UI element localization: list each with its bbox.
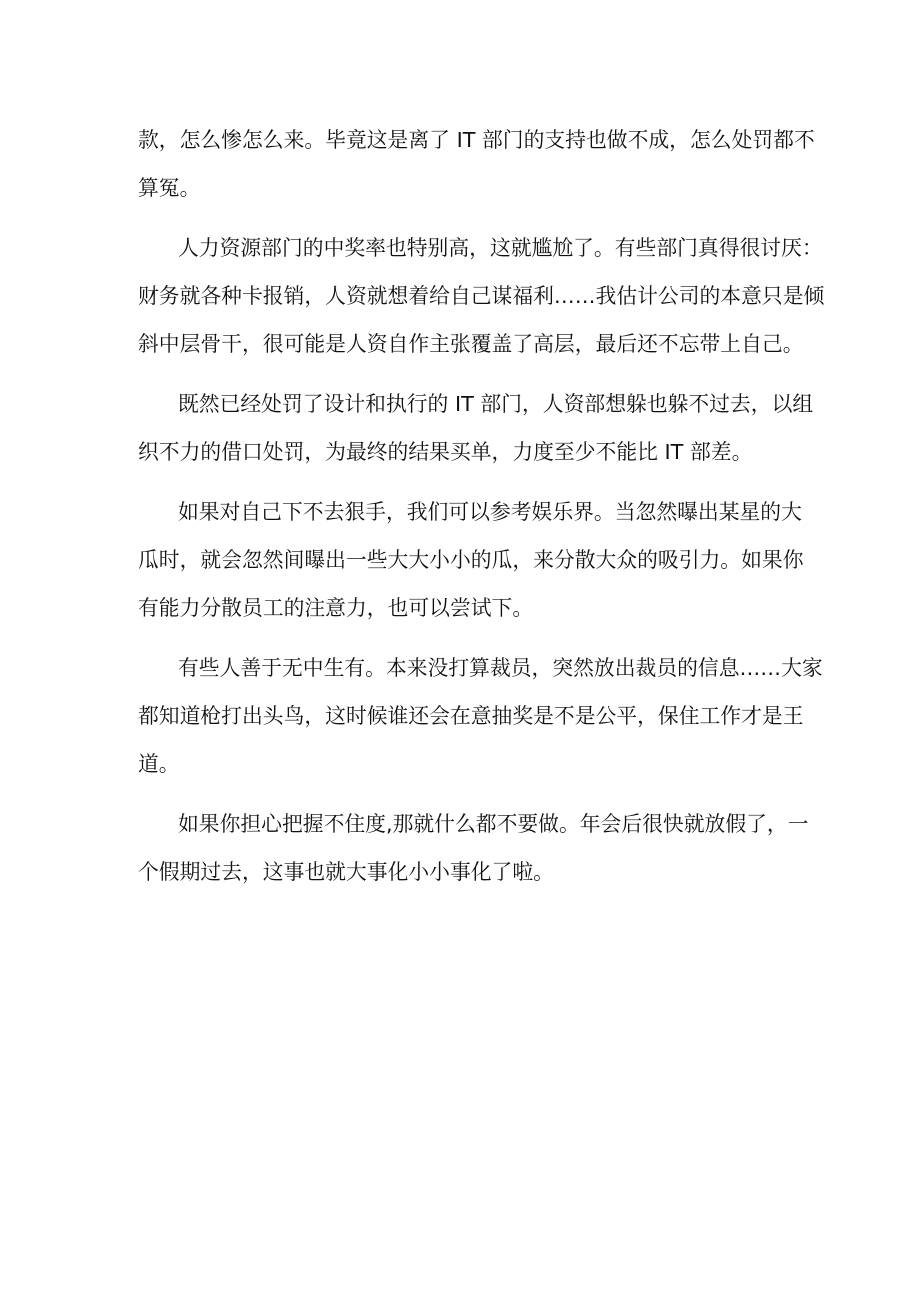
document-body (138, 116, 825, 908)
paragraph-2-line-2: 财务就各种卡报销，人资就想着给自己谋福利……我估计公司的本意只是倾 (138, 284, 825, 308)
paragraph-3-line-1: 既然已经处罚了设计和执行的 IT 部门，人资部想躲也躲不过去，以组 (178, 392, 814, 416)
paragraph-2-line-3: 斜中层骨干，很可能是人资自作主张覆盖了高层，最后还不忘带上自己。 (138, 332, 804, 356)
paragraph-5-line-2: 都知道枪打出头鸟，这时候谁还会在意抽奖是不是公平，保住工作才是王 (138, 704, 804, 728)
paragraph-6-line-1: 如果你担心把握不住度,那就什么都不要做。年会后很快就放假了，一 (178, 812, 809, 836)
paragraph-1-line-1: 款，怎么惨怎么来。毕竟这是离了 IT 部门的支持也做不成，怎么处罚都不 (138, 128, 815, 152)
paragraph-1 (138, 116, 815, 212)
paragraph-2 (138, 224, 825, 368)
paragraph-2-line-1: 人力资源部门的中奖率也特别高，这就尴尬了。有些部门真得很讨厌： (178, 236, 823, 260)
paragraph-3 (138, 380, 814, 476)
paragraph-6-line-2: 个假期过去，这事也就大事化小小事化了啦。 (138, 860, 554, 884)
paragraph-4-line-2: 瓜时，就会忽然间曝出一些大大小小的瓜，来分散大众的吸引力。如果你 (138, 548, 804, 572)
paragraph-1-line-2: 算冤。 (138, 176, 201, 200)
paragraph-6 (138, 800, 809, 896)
paragraph-5-line-3: 道。 (138, 752, 180, 776)
paragraph-4-line-1: 如果对自己下不去狠手，我们可以参考娱乐界。当忽然曝出某星的大 (178, 500, 802, 524)
paragraph-5-line-1: 有些人善于无中生有。本来没打算裁员，突然放出裁员的信息……大家 (178, 656, 823, 680)
paragraph-3-line-2: 织不力的借口处罚，为最终的结果买单，力度至少不能比 IT 部差。 (138, 440, 753, 464)
paragraph-5 (138, 644, 823, 788)
paragraph-4 (138, 488, 804, 632)
paragraph-4-line-3: 有能力分散员工的注意力，也可以尝试下。 (138, 596, 534, 620)
